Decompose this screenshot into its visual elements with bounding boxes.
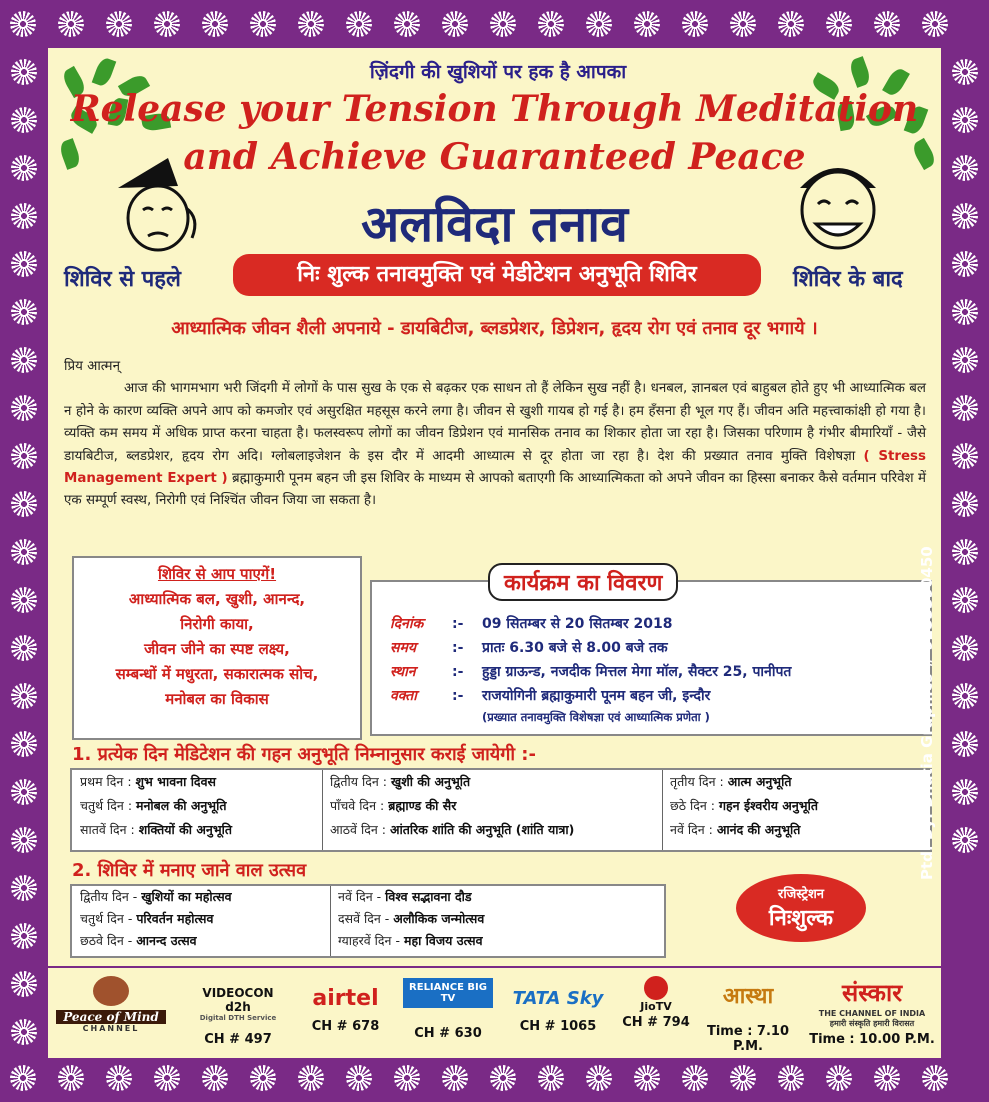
flower-ornament <box>11 299 37 325</box>
flower-ornament <box>298 11 324 37</box>
intro-body-1: आज की भागमभाग भरी जिंदगी में लोगों के पास सुख के एक से बढ़कर एक साधन तो हैं लेकिन सुख नहीं है। धनबल, ज्ञानबल एवं बाहुबल होते हुए भी आध्यात्मिक बल न होने के कारण व्यक्ति अपने आप को कमजोर एवं असुरक्षित महसूस करने लगा है। जीवन से खुशी गायब हो गई है। हम हँसना ही भूल गए हैं। जीवन अति महत्त्वाकांक्षी हो गया है। व्यक्ति कम समय में अधिक प्राप्त करना चाहता है। फलस्वरूप लोगों का जीवन डिप्रेशन एवं मानसिक तनाव का शिकार होता जा रहा है। जिसका परिणाम है गंभीर बीमारियाँ - जैसे डायबिटीज, ब्लडप्रेशर, हृदय रोग अदि। ग्लोबलाइजेशन के इस दौर में आदमी आध्यात्म से दूर होता जा रहा है। देश की प्रख्यात तनाव मुक्ति विशेषज्ञा <box>64 381 926 464</box>
flower-ornament <box>250 1065 276 1091</box>
festival-item: छठवे दिन - आनन्द उत्सव <box>80 933 197 948</box>
schedule-item: आठवें दिन : आंतरिक शांति की अनुभूति (शांति यात्रा) <box>330 822 575 837</box>
flower-ornament <box>11 491 37 517</box>
schedule-column <box>662 770 926 850</box>
tata-sky-logo: TATA Sky CH # 1065 <box>512 988 604 1034</box>
flower-ornament <box>442 11 468 37</box>
flower-ornament <box>106 1065 132 1091</box>
flower-ornament <box>634 11 660 37</box>
festival-column <box>330 886 660 956</box>
flower-ornament <box>922 1065 948 1091</box>
main-title: अलविदा तनाव <box>361 195 628 253</box>
flower-ornament <box>394 1065 420 1091</box>
flower-ornament <box>730 11 756 37</box>
flower-ornament <box>826 1065 852 1091</box>
intro-paragraph <box>64 356 926 513</box>
flower-ornament <box>202 11 228 37</box>
programme-row-time: समय :- प्रातः 6.30 बजे से 8.00 बजे तक <box>390 640 668 656</box>
flower-ornament <box>490 11 516 37</box>
flower-ornament <box>952 539 978 565</box>
flower-ornament <box>538 1065 564 1091</box>
flower-ornament <box>11 155 37 181</box>
speaker-note: (प्रख्यात तनावमुक्ति विशेषज्ञा एवं आध्यात्मिक प्रणेता ) <box>482 710 710 724</box>
flower-ornament <box>730 1065 756 1091</box>
registration-label: रजिस्ट्रेशन <box>778 887 824 902</box>
flower-ornament <box>394 11 420 37</box>
flower-ornament <box>952 443 978 469</box>
flower-ornament <box>154 11 180 37</box>
flower-ornament <box>11 251 37 277</box>
festival-item: दसवें दिन - अलौकिक जन्मोत्सव <box>338 911 485 926</box>
benefits-heading: शिविर से आप पाएगें! <box>157 565 277 583</box>
flower-ornament <box>952 395 978 421</box>
flower-ornament <box>11 683 37 709</box>
reliance-big-tv-logo: RELIANCE BIG TV CH # 630 <box>403 976 493 1041</box>
channel-bar <box>48 966 941 1058</box>
flower-ornament <box>874 1065 900 1091</box>
flower-ornament <box>11 587 37 613</box>
schedule-item: सातवें दिन : शक्तियों की अनुभूति <box>80 822 232 837</box>
flower-ornament <box>11 107 37 133</box>
flower-ornament <box>634 1065 660 1091</box>
schedule-item: द्वितीय दिन : खुशी की अनुभूति <box>330 774 471 789</box>
flower-ornament <box>106 11 132 37</box>
festivals-table <box>70 884 666 958</box>
flower-ornament <box>682 1065 708 1091</box>
flower-ornament <box>952 491 978 517</box>
flower-ornament <box>11 971 37 997</box>
flower-ornament <box>586 11 612 37</box>
flower-ornament <box>952 251 978 277</box>
poster-panel <box>48 48 941 966</box>
flower-ornament <box>11 395 37 421</box>
flower-ornament <box>952 203 978 229</box>
peace-of-mind-logo: Peace of Mind CHANNEL <box>56 976 166 1033</box>
videocon-d2h-logo: VIDEOCON d2h Digital DTH Service CH # 497 <box>199 986 277 1047</box>
programme-row-date: दिनांक :- 09 सितम्बर से 20 सितम्बर 2018 <box>390 616 673 632</box>
flower-ornament <box>952 155 978 181</box>
airtel-logo: airtel CH # 678 <box>311 986 380 1034</box>
jiotv-logo: JioTV CH # 794 <box>616 976 696 1030</box>
aastha-logo: आस्था Time : 7.10 P.M. <box>706 984 789 1054</box>
flower-ornament <box>11 443 37 469</box>
stress-expert-highlight: ( Stress Management Expert ) <box>64 448 926 487</box>
schedule-column <box>322 770 663 850</box>
flower-ornament <box>11 827 37 853</box>
flower-ornament <box>11 923 37 949</box>
flower-ornament <box>346 1065 372 1091</box>
peace-of-mind-icon <box>93 976 129 1006</box>
schedule-item: तृतीय दिन : आत्म अनुभूति <box>670 774 792 789</box>
flower-ornament <box>250 11 276 37</box>
flower-ornament <box>682 11 708 37</box>
schedule-item: नवें दिन : आनंद की अनुभूति <box>670 822 801 837</box>
flower-ornament <box>952 731 978 757</box>
flower-ornament <box>202 1065 228 1091</box>
flower-ornament <box>952 59 978 85</box>
flower-ornament <box>778 11 804 37</box>
flower-ornament <box>11 539 37 565</box>
meditation-schedule-table <box>70 768 932 852</box>
benefit-line: जीवन जीने का स्पष्ट लक्ष्य, <box>144 640 290 658</box>
flower-ornament <box>778 1065 804 1091</box>
benefit-line: आध्यात्मिक बल, खुशी, आनन्द, <box>128 590 306 608</box>
flower-ornament <box>952 635 978 661</box>
english-headline-2: and Achieve Guaranteed Peace <box>183 136 806 178</box>
meditation-schedule-heading: 1. प्रत्येक दिन मेडिटेशन की गहन अनुभूति निम्नानुसार कराई जायेगी :- <box>72 744 536 765</box>
english-headline-1: Release your Tension Through Meditation <box>70 88 919 130</box>
flower-ornament <box>538 11 564 37</box>
benefits-box <box>72 556 362 740</box>
festival-item: द्वितीय दिन - खुशियों का महोत्सव <box>80 889 232 904</box>
programme-title: कार्यक्रम का विवरण <box>488 563 678 601</box>
flower-ornament <box>952 683 978 709</box>
flower-ornament <box>11 347 37 373</box>
hindi-tagline-top: ज़िंदगी की खुशियों पर हक है आपका <box>369 61 627 83</box>
flower-ornament <box>298 1065 324 1091</box>
schedule-item: पाँचवे दिन : ब्रह्माण्ड की सैर <box>330 798 457 813</box>
jiotv-icon <box>644 976 668 1000</box>
benefit-line: सम्बन्धों में मधुरता, सकारात्मक सोच, <box>115 665 319 683</box>
programme-row-venue: स्थान :- हुड्डा ग्राऊन्ड, नजदीक मित्तल मेगा मॉल, सैक्टर 25, पानीपत <box>390 664 792 680</box>
flower-ornament <box>826 11 852 37</box>
intro-body-2: ब्रह्माकुमारी पूनम बहन जी इस शिविर के माध्यम से आपको बताएगी कि आध्यात्मिकता को अपने जीवन का हिस्सा बनाकर कैसे वर्तमान परिवेश में एक सम्पूर्ण स्वस्थ, निरोगी एवं निश्चिंत जीवन जिया जा सकता है। <box>64 471 926 509</box>
schedule-item: प्रथम दिन : शुभ भावना दिवस <box>80 774 216 789</box>
flower-ornament <box>952 827 978 853</box>
before-camp-label: शिविर से पहले <box>64 267 181 292</box>
flower-ornament <box>11 1019 37 1045</box>
printer-credit: Ptd. By: Bhatia Graphics # 9253390450 <box>918 546 936 880</box>
flower-ornament <box>442 1065 468 1091</box>
flower-ornament <box>874 11 900 37</box>
schedule-column <box>72 770 323 850</box>
flower-ornament <box>952 779 978 805</box>
flower-ornament <box>922 11 948 37</box>
free-registration-badge <box>736 874 866 942</box>
flower-ornament <box>58 1065 84 1091</box>
flower-ornament <box>952 587 978 613</box>
festival-item: ग्याहरवें दिन - महा विजय उत्सव <box>338 933 483 948</box>
flower-ornament <box>11 731 37 757</box>
festivals-heading: 2. शिविर में मनाए जाने वाल उत्सव <box>72 860 307 881</box>
festival-item: नवें दिन - विश्व सद्भावना दौड <box>338 889 472 904</box>
schedule-item: छठे दिन : गहन ईश्वरीय अनुभूति <box>670 798 818 813</box>
camp-name-banner: निः शुल्क तनावमुक्ति एवं मेडीटेशन अनुभूति शिविर <box>233 254 761 296</box>
festival-item: चतुर्थ दिन - परिवर्तन महोत्सव <box>80 911 214 926</box>
flower-ornament <box>11 875 37 901</box>
flower-ornament <box>490 1065 516 1091</box>
flower-ornament <box>11 203 37 229</box>
flower-ornament <box>346 11 372 37</box>
flower-ornament <box>58 11 84 37</box>
schedule-item: चतुर्थ दिन : मनोबल की अनुभूति <box>80 798 227 813</box>
flower-ornament <box>952 299 978 325</box>
festival-column <box>72 886 331 956</box>
salutation: प्रिय आत्मन् <box>64 359 120 374</box>
benefit-line: निरोगी काया, <box>180 615 254 633</box>
after-camp-label: शिविर के बाद <box>793 267 903 292</box>
flower-ornament <box>11 779 37 805</box>
flower-ornament <box>11 59 37 85</box>
sanskar-logo: संस्कार THE CHANNEL OF INDIA हमारी संस्कृति हमारी विरासत Time : 10.00 P.M. <box>809 979 935 1047</box>
flower-ornament <box>154 1065 180 1091</box>
programme-row-speaker: वक्ता :- राजयोगिनी ब्रह्माकुमारी पूनम बहन जी, इन्दौर <box>390 688 711 704</box>
flower-ornament <box>586 1065 612 1091</box>
flower-ornament <box>11 635 37 661</box>
registration-free: निःशुल्क <box>768 906 834 931</box>
flower-ornament <box>952 107 978 133</box>
flower-ornament <box>952 347 978 373</box>
flower-ornament <box>10 11 36 37</box>
lifestyle-tagline: आध्यात्मिक जीवन शैली अपनाये - डायबिटीज, ब्लडप्रेशर, डिप्रेशन, हृदय रोग एवं तनाव दूर भगाये । <box>171 318 818 339</box>
flower-ornament <box>10 1065 36 1091</box>
programme-box <box>370 580 932 736</box>
benefit-line: मनोबल का विकास <box>165 690 269 708</box>
